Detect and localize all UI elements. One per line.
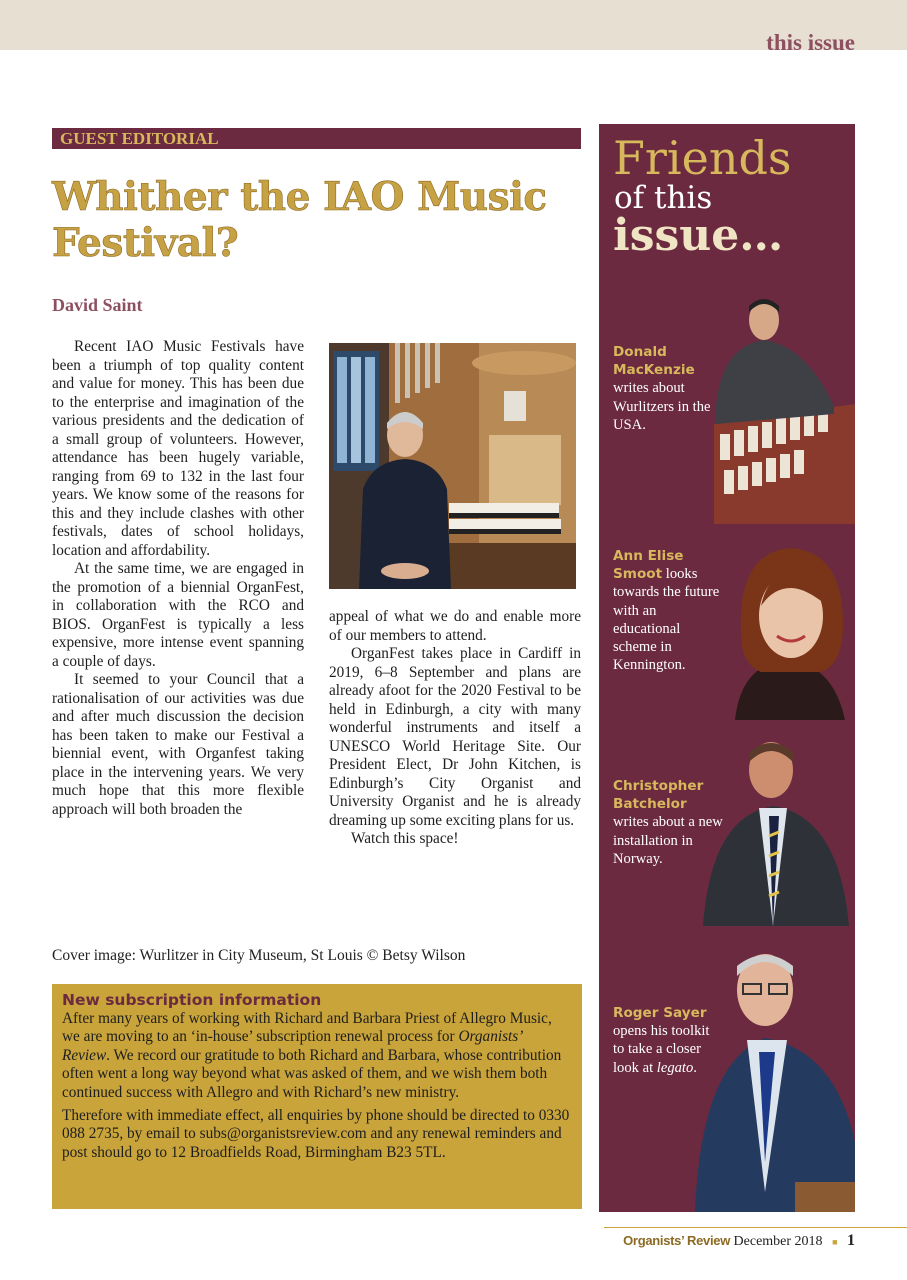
- subscription-paragraph-1: After many years of working with Richard and Barbara Priest of Allegro Music, we are moving to an ‘in-house’ subscription renewal process for Organists’ Review. We record our gratitude to both Richard and Barbara, whose contribution often went a long way beyond what was asked of them, and we wish them both continued success with Allegro and with Richard’s new ministry.: [62, 1010, 562, 1101]
- paragraph: It seemed to your Council that a rationalisation of our activities was due and after much discussion the decision has been taken to make our Festival a biennial event, with Organfest taking place in the intervening years. We very much hope that this more flexible approach will both broaden the: [52, 671, 304, 818]
- author-at-organ-photo: [329, 343, 576, 589]
- cover-caption: Cover image: Wurlitzer in City Museum, St Louis © Betsy Wilson: [52, 947, 466, 964]
- square-separator-icon: ■: [832, 1237, 838, 1247]
- sidebar-title-issue: issue…: [613, 210, 784, 261]
- issue-date: December 2018: [733, 1234, 823, 1249]
- section-label: this issue: [766, 30, 855, 55]
- page-footer: [623, 1232, 855, 1250]
- friend-photo-ann-elise-smoot: [721, 544, 855, 720]
- footer-rule: [604, 1227, 907, 1228]
- top-band: [0, 0, 907, 55]
- kicker-guest-editorial: GUEST EDITORIAL: [52, 128, 581, 149]
- subscription-paragraph-2: Therefore with immediate effect, all enquiries by phone should be directed to 0330 088 2735, by email to subs@organistsreview.com and any renewal reminders and post should go to 12 Broadfields Road, Birmingham B23 5TL.: [62, 1107, 570, 1161]
- friend-blurb-donald-mackenzie: Donald MacKenzie writes about Wurlitzers in the USA.: [613, 344, 711, 433]
- paragraph: At the same time, we are engaged in the promotion of a biennial OrganFest, in collaboration with the RCO and BIOS. OrganFest is typically a less expensive, more intense event spanning a couple of days.: [52, 560, 304, 670]
- paragraph: appeal of what we do and enable more of our members to attend.: [329, 608, 581, 644]
- friend-name: Christopher Batchelor: [613, 778, 704, 813]
- paragraph: Watch this space!: [351, 830, 459, 847]
- magazine-name: Organists’ Review: [623, 1233, 731, 1248]
- friends-sidebar: [599, 124, 855, 1212]
- article-column-1: [52, 338, 304, 819]
- friend-name: Ann Elise Smoot: [613, 548, 684, 583]
- friend-blurb-roger-sayer: Roger Sayer opens his toolkit to take a closer look at legato.: [613, 1005, 710, 1076]
- friend-photo-roger-sayer: [695, 942, 855, 1212]
- paragraph: Recent IAO Music Festivals have been a triumph of top quality content and value for money. This has been due to the enterprise and imagination of the various presidents and the dedication of a small group of volunteers. However, attendance has been hugely variable, ranging from 69 to 132 in the last four years. We know some of the reasons for this and they include clashes with other festivals, dates of school holidays, location and affordability.: [52, 338, 304, 559]
- friend-blurb-christopher-batchelor: Christopher Batchelor writes about a new installation in Norway.: [613, 778, 723, 867]
- sidebar-title-of-this: of this: [614, 180, 713, 216]
- friend-name: Donald MacKenzie: [613, 344, 695, 379]
- friend-name: Roger Sayer: [613, 1005, 707, 1021]
- article-author: David Saint: [52, 295, 143, 315]
- sidebar-title-friends: Friends: [613, 131, 792, 185]
- article-title: Whither the IAO Music Festival?: [52, 174, 547, 266]
- article-column-2: [329, 608, 581, 849]
- friend-blurb-ann-elise-smoot: Ann Elise Smoot looks towards the future with an educational scheme in Kennington.: [613, 548, 720, 674]
- subscription-box: [52, 984, 582, 1209]
- paragraph: OrganFest takes place in Cardiff in 2019, 6–8 September and plans are already afoot for the 2020 Festival to be held in Edinburgh, a city with many wonderful instruments and itself a UNESCO World Heritage Site. Our President Elect, Dr John Kitchen, is Edinburgh’s City Organist and University Organist and he is already dreaming up some exciting plans for us.: [329, 645, 581, 829]
- subscription-title: New subscription information: [62, 991, 322, 1009]
- page-number: 1: [847, 1232, 855, 1249]
